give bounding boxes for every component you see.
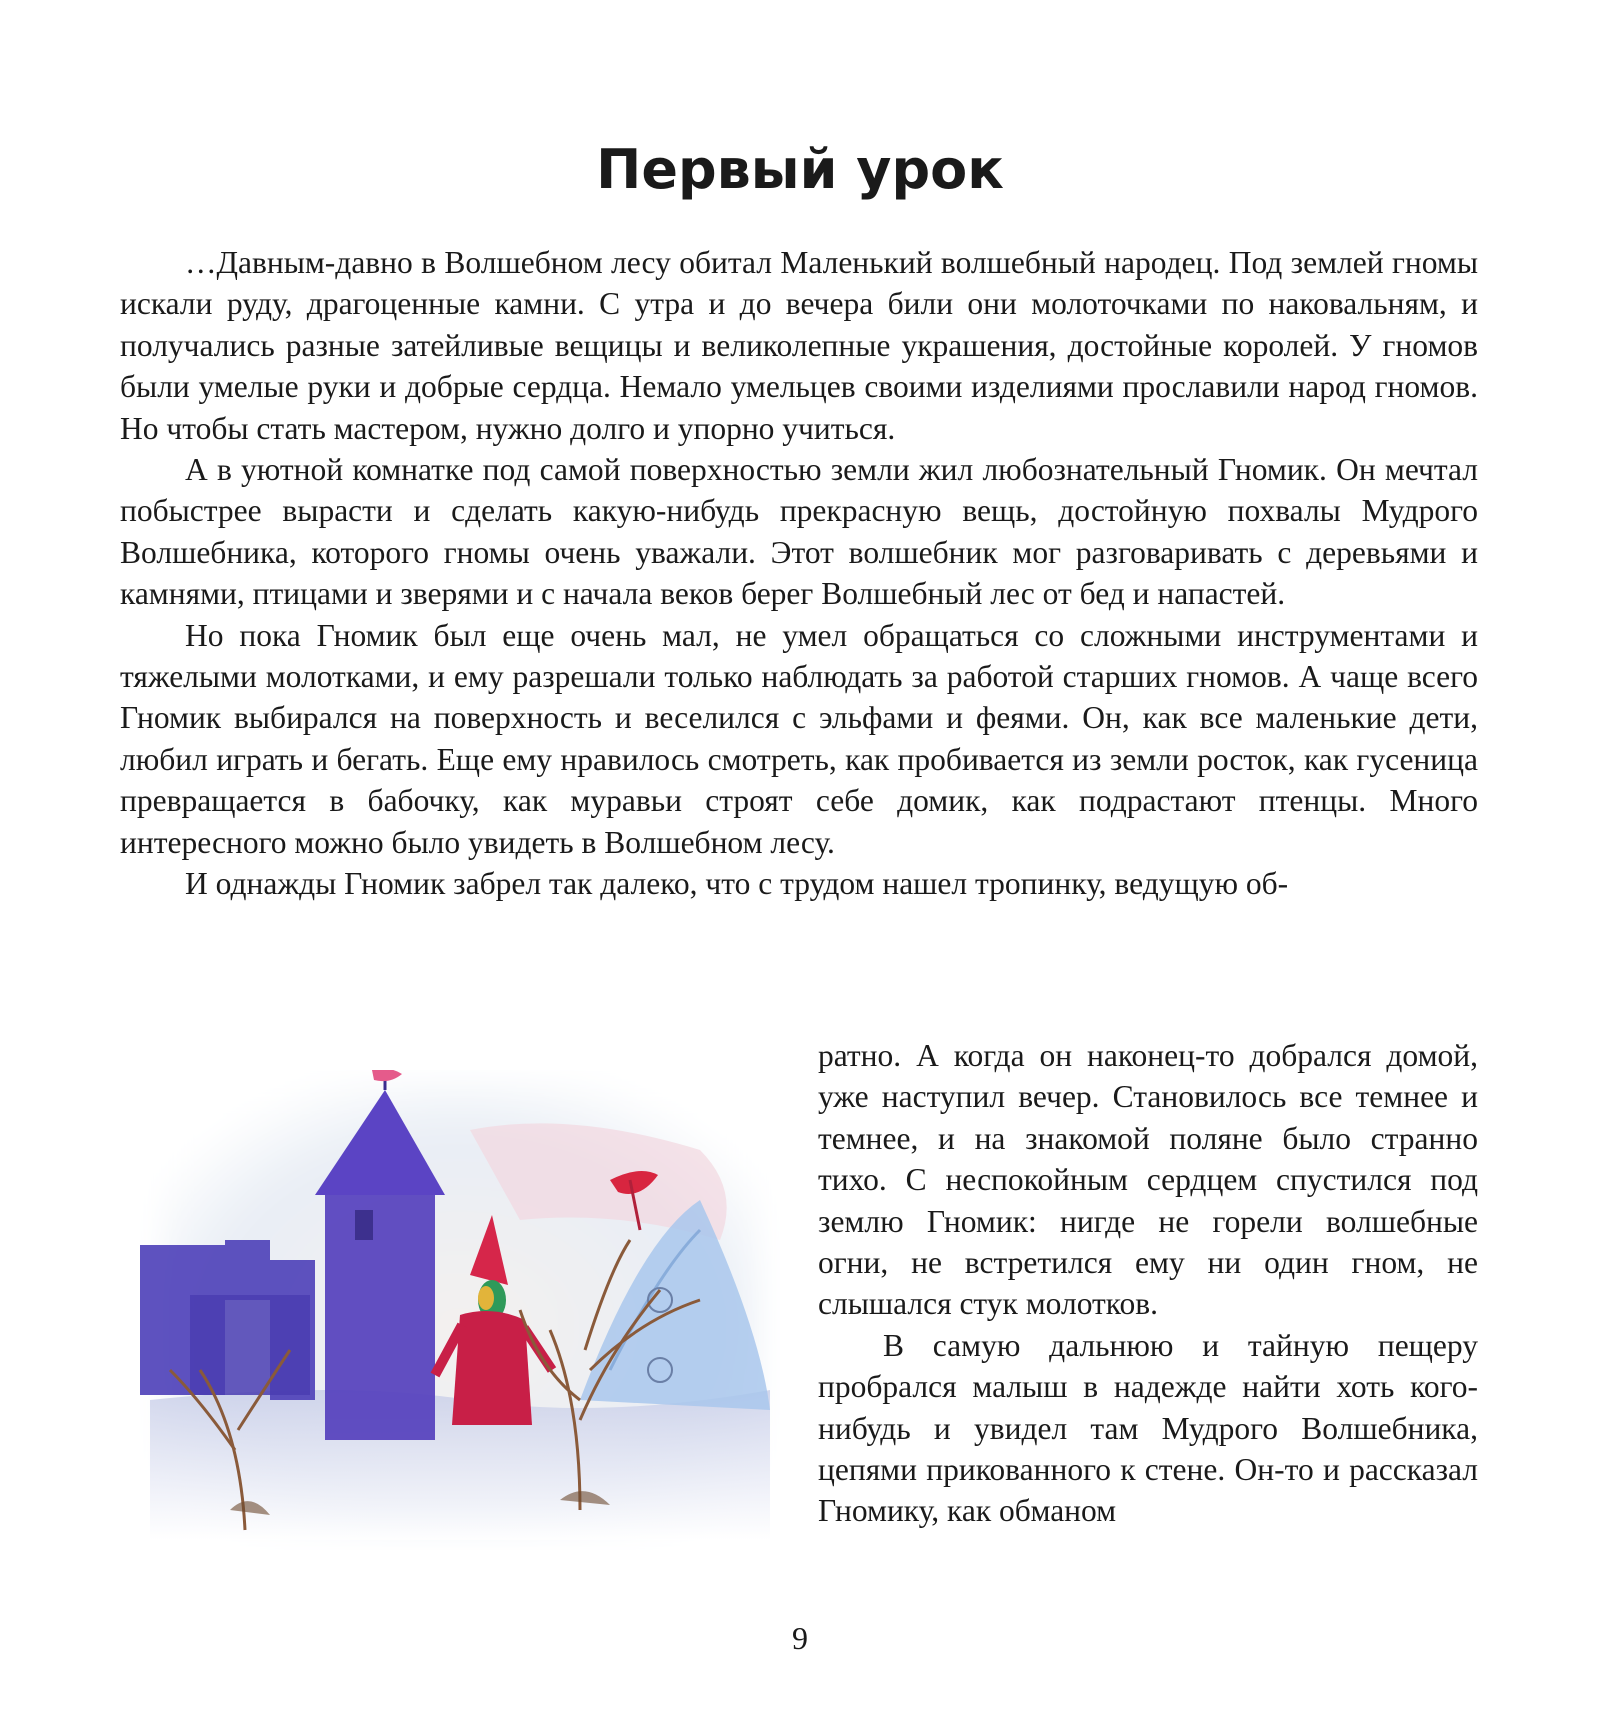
- paragraph: …Давным-давно в Волшебном лесу обитал Маленький волшебный народец. Под землей гномы искали руду, драгоценные камни. С утра и до вечера били они молоточками по наковальням, и получались разные затейливые вещицы и великолепные украшения, достойные королей. У гномов были умелые руки и добрые сердца. Немало умельцев своими изделиями прославили народ гномов. Но чтобы стать мастером, нужно долго и упорно учиться.: [120, 245, 1478, 446]
- main-text: [120, 242, 1478, 905]
- paragraph: А в уютной комнатке под самой поверхностью земли жил любознательный Гномик. Он мечтал побыстрее вырасти и сделать какую-нибудь прекрасную вещь, достойную похвалы Мудрого Волшебника, которого гномы очень уважали. Этот волшебник мог разговаривать с деревьями и камнями, птицами и зверями и с начала веков берег Волшебный лес от бед и напастей.: [120, 452, 1478, 612]
- child-drawing-illustration: [140, 1070, 780, 1550]
- paragraph: ратно. А когда он наконец-то добрался домой, уже наступил вечер. Становилось все темнее и темнее, и на знакомой поляне было странно тихо. С неспокойным сердцем спустился под землю Гномик: нигде не горели волшебные огни, не встретился ему ни один гном, не слышался стук молотков.: [818, 1038, 1478, 1322]
- page-title: Первый урок: [596, 138, 1004, 201]
- paragraph: Но пока Гномик был еще очень мал, не умел обращаться со сложными инструментами и тяжелыми молотками, и ему разрешали только наблюдать за работой старших гномов. А чаще всего Гномик выбирался на поверхность и веселился с эльфами и феями. Он, как все маленькие дети, любил играть и бегать. Еще ему нравилось смотреть, как пробивается из земли росток, как гусеница превращается в бабочку, как муравьи строят себе домик, как подрастают птенцы. Много интересного можно было увидеть в Волшебном лесу.: [120, 617, 1478, 860]
- page-number: 9: [792, 1620, 808, 1656]
- castle-gnome-drawing: [140, 1070, 780, 1550]
- paragraph: В самую дальнюю и тайную пещеру пробрался малыш в надежде найти хоть кого-нибудь и увидел там Мудрого Волшебника, цепями прикованного к стене. Он-то и рассказал Гномику, как обманом: [818, 1327, 1478, 1529]
- side-text: [818, 1035, 1478, 1532]
- paragraph: И однажды Гномик забрел так далеко, что с трудом нашел тропинку, ведущую об-: [185, 866, 1289, 902]
